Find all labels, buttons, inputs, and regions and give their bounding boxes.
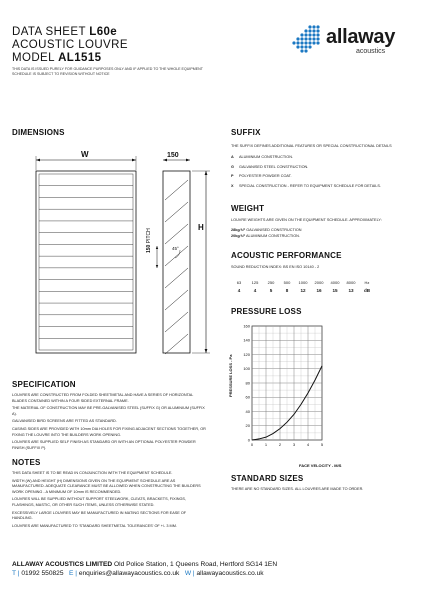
- specification-title: SPECIFICATION: [12, 380, 76, 389]
- chart-ytick-label: 40: [245, 408, 250, 414]
- sri-cell: 12: [300, 288, 306, 293]
- sri-cell: 8: [285, 288, 289, 293]
- company-logo: [292, 24, 412, 60]
- suffix-intro: THE SUFFIX DEFINES ADDITIONAL FEATURES OR SPECIAL CONSTRUCTIONAL DETAILS: [231, 144, 392, 148]
- chart-xtick-label: 2: [278, 442, 282, 447]
- sri-cell: 4: [237, 288, 241, 293]
- dimensions-title: DIMENSIONS: [12, 128, 65, 137]
- note-para: LOUVRES WILL BE SUPPLIED WITHOUT SUPPORT STEELWORK, CLEATS, BRACKETS, FIXINGS, FLASHINGS, MASTIC, OR OTHER SUCH ITEMS, UNLESS OTHERWISE STATED.: [12, 497, 186, 507]
- chart-ytick-label: 120: [243, 351, 250, 357]
- footer-company: ALLAWAY ACOUSTICS LIMITED: [12, 561, 113, 568]
- freq-cell: 125: [251, 280, 259, 285]
- header-note: THIS DATA IS ISSUED PURELY FOR GUIDANCE PURPOSES ONLY AND IF APPLIED TO THE WHOLE EQUIPMENT SCHEDULE IS SUBJECT TO REVISION WITHOUT NOTICE: [12, 67, 203, 76]
- note-para: LOUVRES ARE MANUFACTURED TO 'STANDARD SHEETMETAL TOLERANCES' OF +/- 3 MM.: [12, 523, 177, 528]
- dot-grid-logo-icon: [292, 24, 322, 54]
- chart-ytick-label: 100: [243, 366, 250, 372]
- sri-cell: 16: [316, 288, 322, 293]
- sri-unit: dB: [363, 288, 371, 293]
- weight-title: WEIGHT: [231, 204, 265, 213]
- spec-para: CASING SIDES ARE PROVIDED WITH 10mm DIA HOLES FOR FIXING ADJACENT SECTIONS TOGETHER, OR FIXING THE LOUVRE INTO THE BUILDERS WORK OPENING.: [12, 426, 206, 437]
- note-para: THIS DATA SHEET IS TO BE READ IN CONJUNCTION WITH THE EQUIPMENT SCHEDULE.: [12, 471, 173, 475]
- web-link[interactable]: allawayacoustics.co.uk: [196, 570, 264, 577]
- phone-label: T: [12, 570, 16, 577]
- acoustic-table: [231, 280, 375, 293]
- freq-cell: 250: [267, 280, 275, 285]
- pressure-ylabel: PRESSURE LOSS - Pa: [228, 354, 233, 397]
- email-label: E: [69, 570, 74, 577]
- suffix-item: A ALUMINIUM CONSTRUCTION.: [231, 155, 293, 159]
- sri-cell: 5: [269, 288, 273, 293]
- suffix-item: G GALVANISED STEEL CONSTRUCTION.: [231, 164, 309, 169]
- width-label: W: [81, 150, 89, 159]
- freq-cell: 63: [236, 280, 242, 285]
- email-link[interactable]: enquiries@allawayacoustics.co.uk: [78, 570, 180, 577]
- sri-cell: 15: [332, 288, 338, 293]
- freq-cell: 500: [283, 280, 291, 285]
- footer: [12, 560, 416, 578]
- note-para: WIDTH (W) AND HEIGHT (H) DIMENSIONS GIVEN ON THE EQUIPMENT SCHEDULE ARE AS MANUFACTURED. ADEQUATE CLEARANCE MUST BE ALLOWED WHEN CONSTRUCTING THE BUILDERS WORK OPENING - A MINIMUM OF 10mm IS RECOMMENDED.: [12, 478, 201, 494]
- freq-cell: 8000: [346, 280, 356, 285]
- chart-ytick-label: 80: [245, 380, 250, 386]
- product-title: ACOUSTIC LOUVRE: [12, 39, 128, 51]
- chart-xtick-label: 1: [264, 442, 268, 447]
- weight-line-alu: 20kg/M² ALUMINIUM CONSTRUCTION.: [231, 234, 300, 238]
- footer-contact-line: T | 01992 550825 E | enquiries@allawayacoustics.co.uk W | allawayacoustics.co.uk: [12, 570, 264, 577]
- freq-cell: 1000: [298, 280, 308, 285]
- notes-title: NOTES: [12, 458, 41, 467]
- note-para: EXCESSIVELY LARGE LOUVRES MAY BE MANUFACTURED IN MATING SECTIONS FOR EASE OF HANDLING.: [12, 510, 187, 521]
- suffix-title: SUFFIX: [231, 128, 261, 137]
- sri-row: [231, 285, 375, 293]
- pressure-title: PRESSURE LOSS: [231, 307, 302, 316]
- footer-address-line: [12, 560, 416, 569]
- model-title: MODEL AL1515: [12, 52, 102, 64]
- chart-ytick-label: 60: [245, 394, 250, 400]
- chart-xtick-label: 3: [292, 442, 296, 447]
- notes-body: [12, 471, 206, 529]
- suffix-item: P POLYESTER POWDER COAT.: [231, 174, 292, 179]
- freq-row: [231, 280, 375, 285]
- chart-xtick-label: 5: [320, 442, 324, 447]
- acoustic-title: ACOUSTIC PERFORMANCE: [231, 251, 342, 260]
- freq-cell: 2000: [314, 280, 324, 285]
- web-label: W: [184, 570, 192, 577]
- footer-address: Old Police Station, 1 Queens Road, Hertford SG14 1EN: [113, 561, 278, 568]
- freq-cell: 4000: [330, 280, 340, 285]
- chart-xtick-label: 0: [250, 442, 254, 447]
- suffix-item: X SPECIAL CONSTRUCTION - REFER TO EQUIPMENT SCHEDULE FOR DETAILS.: [231, 183, 381, 188]
- chart-ytick-label: 0: [247, 437, 250, 443]
- logo-sub: acoustics: [356, 48, 386, 55]
- weight-intro: LOUVRE WEIGHTS ARE GIVEN ON THE EQUIPMENT SCHEDULE. APPROXIMATELY:: [231, 218, 382, 222]
- blade-angle-label: 45°: [172, 246, 179, 251]
- freq-unit: Hz: [364, 280, 370, 285]
- suffix-list: [231, 155, 416, 189]
- sri-cell: 13: [348, 288, 354, 293]
- datasheet-title: DATA SHEET L60e: [12, 26, 118, 38]
- standard-sizes-title: STANDARD SIZES: [231, 474, 304, 483]
- standard-sizes-text: THERE ARE NO STANDARD SIZES. ALL LOUVRES ARE MADE TO ORDER.: [231, 487, 364, 491]
- sri-cell: 4: [253, 288, 257, 293]
- pitch-label: 150 PITCH: [146, 228, 152, 253]
- pressure-xlabel: FACE VELOCITY - M/S: [299, 463, 342, 468]
- pressure-loss-chart: [236, 320, 416, 460]
- spec-para: THE MATERIAL OF CONSTRUCTION MAY BE PRE-GALVANISED STEEL (SUFFIX G) OR ALUMINIUM (SUFFIX A).: [12, 406, 205, 416]
- chart-ytick-label: 160: [243, 323, 250, 329]
- spec-para: GALVANISED BIRD SCREENS ARE FITTED AS STANDARD.: [12, 419, 117, 424]
- depth-label: 150: [167, 152, 179, 159]
- spec-para: LOUVRES ARE CONSTRUCTED FROM FOLDED SHEETMETAL AND HAVE A SERIES OF HORIZONTAL BLADES CONTAINED WITHIN A FOUR SIDED EXTERNAL FRAME.: [12, 393, 194, 403]
- weight-line-galv: 28kg/M² GALVANISED CONSTRUCTION: [231, 228, 302, 232]
- height-label: H: [198, 223, 204, 232]
- chart-xtick-label: 4: [306, 442, 310, 447]
- louvre-drawing: [30, 150, 220, 365]
- chart-ytick-label: 140: [243, 337, 250, 343]
- phone-value[interactable]: 01992 550825: [21, 570, 64, 577]
- acoustic-subtitle: SOUND REDUCTION INDEX: BS EN ISO 10140 - 2: [231, 265, 320, 269]
- chart-ytick-label: 20: [245, 423, 250, 429]
- specification-body: [12, 393, 206, 451]
- logo-name: allaway: [326, 26, 396, 48]
- spec-para: LOUVRES ARE SUPPLIED SELF FINISH AS STANDARD OR WITH AN OPTIONAL POLYESTER POWDER FINISH (SUFFIX P).: [12, 440, 196, 450]
